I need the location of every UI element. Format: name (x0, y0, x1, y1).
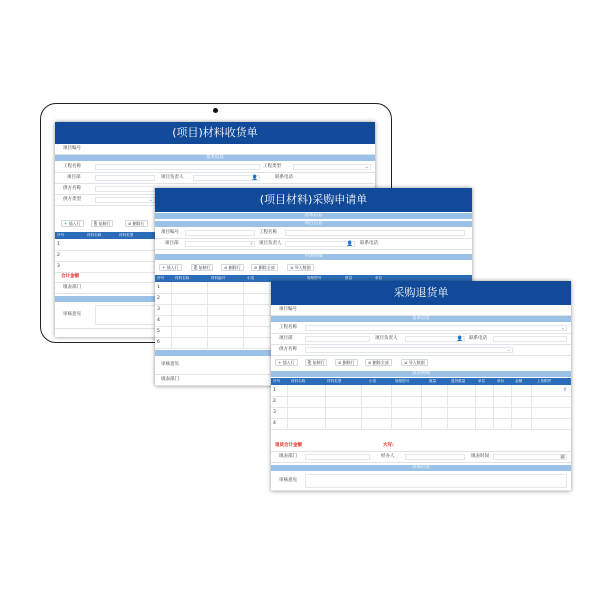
camera-dot (213, 108, 218, 113)
supplier-field[interactable] (95, 186, 155, 192)
row-number: 1 (273, 388, 276, 393)
insert-row-button[interactable] (61, 220, 84, 227)
column-divider (421, 385, 422, 429)
purchase-section-basic: 基本信息 (155, 213, 472, 219)
return-row-supplier (271, 345, 571, 356)
handler-label: 经办人 (381, 454, 395, 459)
copy-row-button[interactable] (91, 220, 113, 227)
return-form (271, 281, 571, 491)
delete-row-button[interactable] (125, 220, 148, 227)
project-name-label: 工程名称 (259, 230, 277, 235)
copy-row-label: 复制行 (98, 221, 111, 226)
col-type: 材料类型 (119, 233, 134, 237)
plus-icon: + (278, 360, 283, 365)
total-label: 合计金额 (61, 274, 79, 279)
review-label: 审核意见 (161, 362, 179, 367)
contact-phone-label: 联系电话 (360, 241, 378, 246)
column-divider (391, 385, 392, 429)
column-divider (361, 385, 362, 429)
row-number: 2 (273, 399, 276, 404)
return-title: 采购退货单 (271, 281, 571, 305)
project-no-label: 项目编号 (161, 230, 179, 235)
row-number: 2 (157, 296, 160, 301)
insert-row-label: 插入行 (68, 221, 81, 226)
row-number: 2 (57, 253, 60, 258)
receipt-row-dept (55, 173, 375, 184)
column-divider (243, 282, 244, 348)
copy-icon: ⎘ (194, 265, 199, 270)
fill-dept-field[interactable] (305, 454, 370, 460)
delete-row-label: 删除行 (342, 360, 355, 365)
row-number: 4 (273, 421, 276, 426)
project-dept-label: 项目部 (67, 175, 81, 180)
insert-row-label: 插入行 (166, 265, 179, 270)
col-small: 小类 (247, 276, 255, 280)
col-price: 单价 (497, 379, 505, 383)
project-name-field[interactable] (305, 325, 567, 331)
delete-all-button[interactable] (365, 359, 392, 366)
project-no-label: 项目编号 (63, 146, 81, 151)
chevron-down-icon: ⌄ (560, 325, 565, 331)
delete-all-label: 删除全部 (372, 360, 389, 365)
return-row-review (271, 472, 571, 491)
project-name-field[interactable] (95, 164, 260, 170)
delete-row-button[interactable] (335, 359, 358, 366)
project-type-select[interactable] (293, 164, 371, 170)
return-section-detail: 退货明细 (271, 371, 571, 377)
supplier-label: 供方名称 (63, 186, 81, 191)
column-divider (325, 385, 326, 429)
import-icon: ⇲ (290, 265, 295, 270)
column-divider (511, 385, 512, 429)
column-divider (287, 385, 288, 429)
trash-icon: ⊘ (368, 360, 373, 365)
project-dept-field[interactable] (185, 241, 255, 247)
insert-row-button[interactable] (159, 264, 182, 271)
contact-phone-label: 联系电话 (275, 175, 293, 180)
delete-all-label: 删除全部 (258, 265, 275, 270)
col-money: 金额 (515, 379, 523, 383)
return-row-project-no (271, 305, 571, 316)
return-row-total (271, 441, 571, 452)
receipt-row-project-name (55, 162, 375, 173)
column-divider (171, 282, 172, 348)
contact-phone-label: 联系电话 (469, 336, 487, 341)
col-name: 材料名称 (87, 233, 102, 237)
return-row-project-name (271, 323, 571, 334)
col-unit: 单位 (478, 379, 486, 383)
import-data-button[interactable] (287, 264, 314, 271)
column-divider (475, 385, 476, 429)
row-number: 3 (273, 410, 276, 415)
user-icon: 👤 (251, 175, 258, 181)
col-name: 材料名称 (291, 379, 306, 383)
import-data-label: 导入数据 (408, 360, 425, 365)
project-lead-label: 项目负责人 (259, 241, 282, 246)
import-data-button[interactable] (401, 359, 428, 366)
trash-icon: ⊘ (338, 360, 343, 365)
fill-dept-label: 填表部门 (63, 285, 81, 290)
receipt-title: (项目)材料收货单 (55, 122, 375, 144)
trash-icon: ⊘ (224, 265, 229, 270)
col-no: 序号 (57, 233, 65, 237)
supplier-type-select[interactable] (95, 197, 155, 203)
project-no-field[interactable] (185, 230, 255, 236)
user-icon: 👤 (456, 336, 463, 342)
row-number: 6 (157, 340, 160, 345)
return-row-dept (271, 334, 571, 345)
chevron-down-icon: ⌄ (506, 347, 511, 353)
handler-field[interactable] (405, 454, 465, 460)
project-lead-field[interactable] (193, 175, 260, 181)
project-name-field[interactable] (285, 230, 465, 236)
copy-row-button[interactable] (305, 359, 327, 366)
import-icon: ⇲ (404, 360, 409, 365)
column-divider (207, 282, 208, 348)
supplier-label: 供方名称 (279, 347, 297, 352)
delete-row-button[interactable] (221, 264, 244, 271)
review-field[interactable] (305, 474, 567, 488)
row-number: 3 (157, 307, 160, 312)
fill-dept-label: 填表部门 (161, 377, 179, 382)
return-section-review: 审核信息 (271, 465, 571, 471)
insert-row-label: 插入行 (282, 360, 295, 365)
col-amount: 退货数量 (451, 379, 466, 383)
supplier-field[interactable] (305, 347, 513, 353)
project-lead-label: 项目负责人 (375, 336, 398, 341)
trash-icon: ⊘ (128, 221, 133, 226)
project-lead-label: 项目负责人 (161, 175, 184, 180)
receipt-row-project-no (55, 144, 375, 155)
purchase-row-project (155, 228, 472, 239)
project-lead-field[interactable] (405, 336, 465, 342)
col-type: 材料类型 (327, 379, 342, 383)
row-number: 1 (157, 285, 160, 290)
total-label: 退货合计金额 (275, 443, 302, 448)
project-dept-field[interactable] (305, 336, 370, 342)
capital-label: 大写: (383, 443, 394, 448)
trash-icon: ⊘ (254, 265, 259, 270)
project-name-label: 工程名称 (279, 325, 297, 330)
col-spec: 规格型号 (395, 379, 410, 383)
copy-row-label: 复制行 (198, 265, 211, 270)
delete-all-button[interactable] (251, 264, 278, 271)
row-number: 1 (57, 242, 60, 247)
row-number: 5 (157, 329, 160, 334)
return-row-fill (271, 452, 571, 463)
col-name: 材料名称 (175, 276, 190, 280)
fill-time-label: 填表时间 (471, 454, 489, 459)
plus-icon: + (162, 265, 167, 270)
col-small: 小类 (369, 379, 377, 383)
user-icon: 👤 (346, 241, 353, 247)
project-type-label: 工程类型 (263, 164, 281, 169)
column-divider (531, 385, 532, 429)
copy-icon: ⎘ (308, 360, 313, 365)
purchase-row-dept (155, 239, 472, 250)
delete-row-label: 删除行 (132, 221, 145, 226)
col-count: 数量 (345, 276, 353, 280)
import-data-label: 导入数据 (294, 265, 311, 270)
return-section-basic: 基本信息 (271, 316, 571, 322)
copy-icon: ⎘ (94, 221, 99, 226)
copy-row-button[interactable] (191, 264, 213, 271)
purchase-section-project: 项目信息 (155, 221, 472, 227)
calendar-icon: ▦ (560, 454, 565, 460)
column-divider (447, 385, 448, 429)
column-divider (493, 385, 494, 429)
fill-time-field[interactable] (493, 454, 567, 460)
col-count: 数量 (429, 379, 437, 383)
insert-row-button[interactable] (275, 359, 298, 366)
delete-row-label: 删除行 (228, 265, 241, 270)
chevron-down-icon: ⌄ (148, 197, 153, 203)
review-label: 审核意见 (63, 312, 81, 317)
col-no: 序号 (157, 276, 165, 280)
project-dept-field[interactable] (95, 175, 155, 181)
contact-phone-field[interactable] (493, 336, 567, 342)
col-no: 序号 (273, 379, 281, 383)
copy-row-label: 复制行 (312, 360, 325, 365)
supplier-type-label: 供方类型 (63, 197, 81, 202)
purchase-title: (项目材料)采购申请单 (155, 188, 472, 212)
project-dept-label: 项目部 (165, 241, 179, 246)
col-attach: 上传附件 (537, 379, 552, 383)
fill-dept-label: 填表部门 (279, 454, 297, 459)
project-name-label: 工程名称 (63, 164, 81, 169)
project-no-label: 项目编号 (279, 307, 297, 312)
row-number: 3 (57, 264, 60, 269)
purchase-section-detail: 申请明细 (155, 254, 472, 260)
upload-icon[interactable]: ⇪ (562, 387, 567, 393)
review-label: 审核意见 (279, 478, 297, 483)
receipt-section-basic: 基本信息 (55, 155, 375, 161)
project-lead-field[interactable] (285, 241, 355, 247)
row-number: 4 (157, 318, 160, 323)
plus-icon: + (64, 221, 69, 226)
return-table-header (271, 378, 571, 385)
search-icon: ⌕ (250, 241, 253, 247)
col-code: 材料编号 (211, 276, 226, 280)
col-spec: 规格型号 (307, 276, 322, 280)
chevron-down-icon: ⌄ (364, 164, 369, 170)
project-dept-label: 项目部 (279, 336, 293, 341)
col-unit: 单位 (375, 276, 383, 280)
